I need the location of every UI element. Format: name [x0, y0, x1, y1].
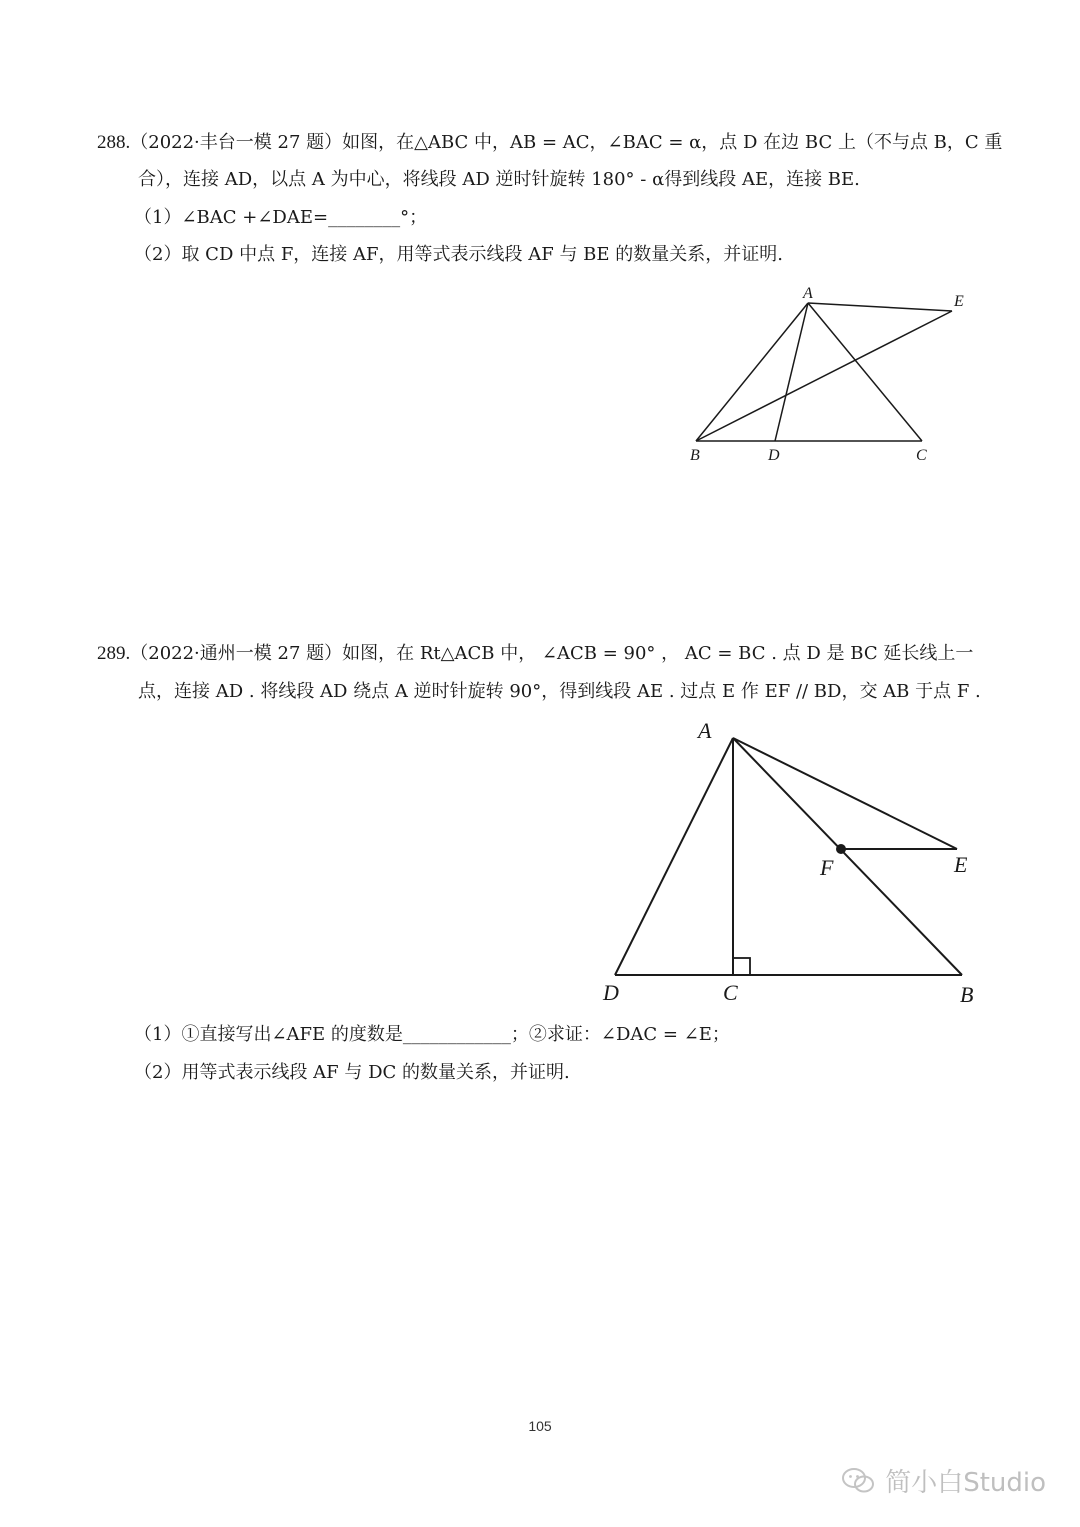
- segment-ae: [808, 303, 952, 311]
- label-e: E: [954, 293, 964, 310]
- problem-289-number: 289.: [97, 643, 131, 664]
- label-d: D: [603, 980, 619, 1005]
- problem-288-q2: （2）取 CD 中点 F，连接 AF，用等式表示线段 AF 与 BE 的数量关系，并证明.: [134, 244, 783, 265]
- problem-288-number: 288.: [97, 132, 131, 153]
- right-angle-mark: [733, 958, 750, 975]
- problem-288-text-1: （2022·丰台一模 27 题）如图，在△ABC 中，AB = AC，∠BAC = α，点 D 在边 BC 上（不与点 B，C 重: [130, 132, 1003, 153]
- label-c: C: [723, 980, 738, 1005]
- label-f: F: [820, 855, 834, 880]
- wechat-icon: [841, 1467, 875, 1495]
- figure-289: [590, 710, 1000, 1010]
- segment-be: [696, 311, 952, 441]
- segment-ab: [733, 738, 962, 975]
- segment-ad: [615, 738, 733, 975]
- watermark-text: 简小白Studio: [885, 1468, 1046, 1498]
- segment-ac: [808, 303, 922, 441]
- problem-289-line2: 点，连接 AD . 将线段 AD 绕点 A 逆时针旋转 90°，得到线段 AE . 过点 E 作 EF // BD，交 AB 于点 F .: [138, 681, 981, 702]
- problem-288-line2: 合），连接 AD，以点 A 为中心，将线段 AD 逆时针旋转 180° - α得到线段 AE，连接 BE.: [138, 169, 860, 190]
- problem-289-q1: （1）①直接写出∠AFE 的度数是____________；②求证：∠DAC = ∠E；: [134, 1024, 730, 1045]
- figure-288: [680, 280, 980, 470]
- problem-289-line1: [97, 642, 973, 666]
- problem-289-text-1: （2022·通州一模 27 题）如图，在 Rt△ACB 中， ∠ACB = 90° ， AC = BC . 点 D 是 BC 延长线上一: [130, 643, 974, 664]
- label-c: C: [916, 447, 927, 464]
- label-d: D: [768, 447, 780, 464]
- label-b: B: [690, 447, 700, 464]
- problem-288-q1: （1）∠BAC +∠DAE=________°；: [134, 207, 428, 228]
- problem-289-q2: （2）用等式表示线段 AF 与 DC 的数量关系，并证明.: [134, 1062, 570, 1083]
- problem-288-line1: [97, 131, 1002, 155]
- page-number: 105: [528, 1418, 552, 1434]
- label-b: B: [960, 982, 974, 1007]
- point-f: [836, 844, 846, 854]
- segment-ae: [733, 738, 957, 849]
- label-a: A: [698, 718, 712, 743]
- watermark: [841, 1462, 1046, 1499]
- label-a: A: [803, 285, 813, 302]
- label-e: E: [954, 852, 968, 877]
